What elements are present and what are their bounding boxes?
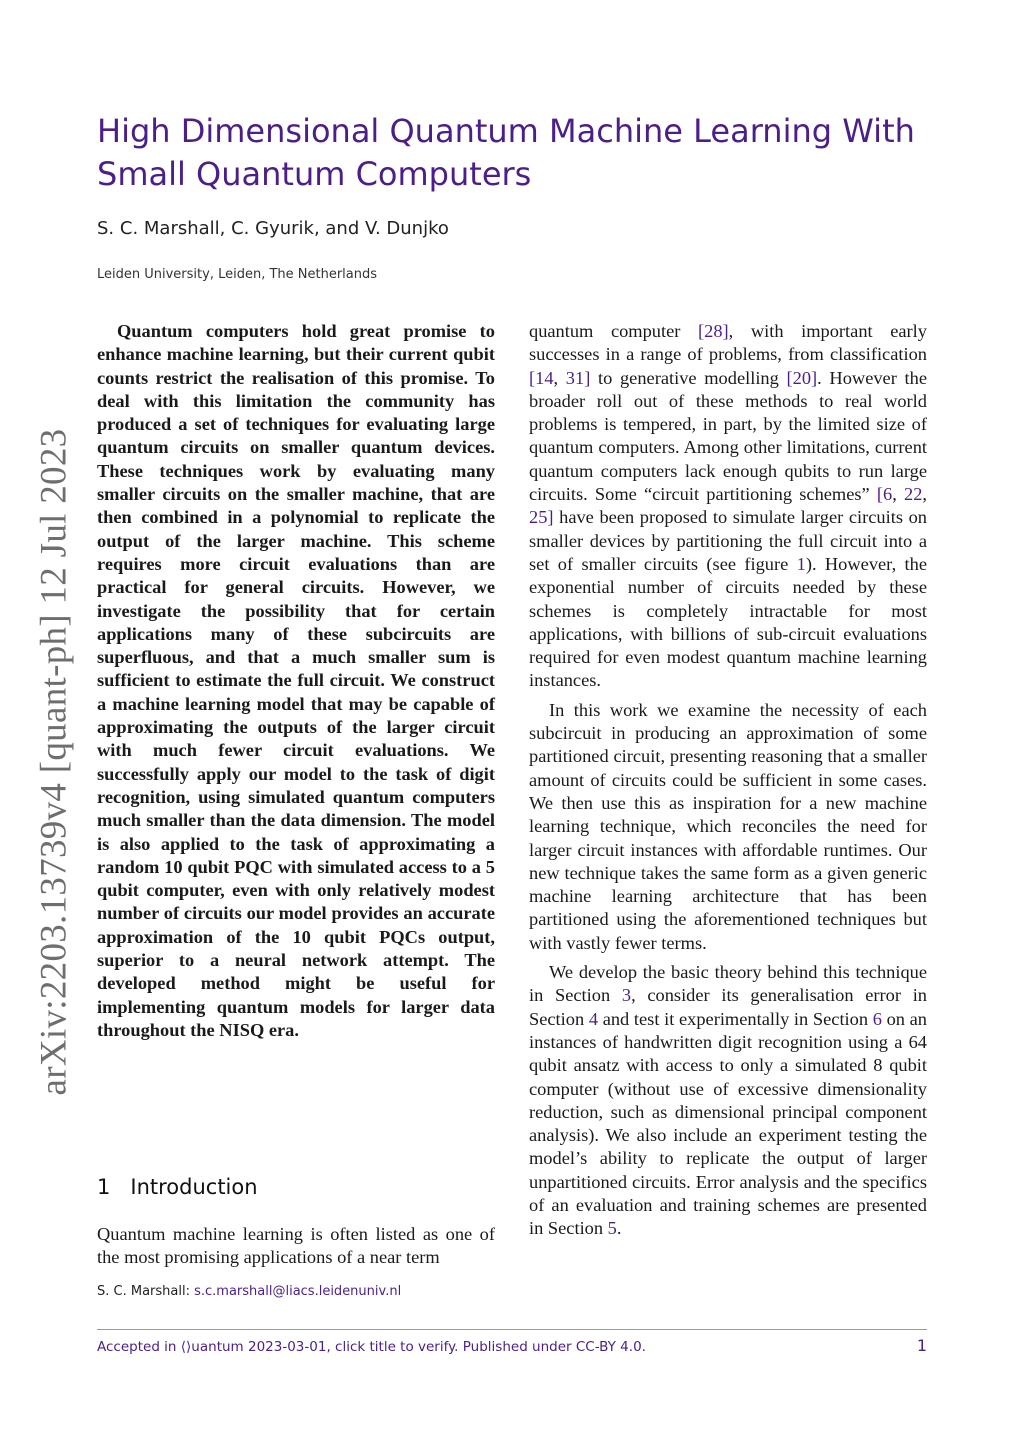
text-span: . However the broader roll out of these methods to real world problems is tempered, in part, by the limited size of quantum computers. Among other limitations, current quantum computers lack enough qubits to run large circuits. Some “circuit partitioning schemes” bbox=[529, 367, 927, 505]
abstract-text: Quantum computers hold great promise to enhance machine learning, but their current qubit counts restrict the realisation of this promise. To deal with this limitation the community has produced a set of techniques for evaluating large quantum circuits on smaller quantum devices. These techniques work by evaluating many smaller circuits on the smaller machine, that are then combined in a polynomial to replicate the output of the larger machine. This scheme requires more circuit evaluations than are practical for general circuits. However, we investigate the possibility that for certain applications many of these subcircuits are superfluous, and that a much smaller sum is sufficient to estimate the full circuit. We construct a machine learning model that may be capable of approximating the outputs of the larger circuit with much fewer circuit evaluations. We successfully apply our model to the task of digit recognition, using simulated quantum computers much smaller than the data dimension. The model is also applied to the task of approximating a random 10 qubit PQC with simulated access to a 5 qubit computer, even with only relatively modest number of circuits our model provides an accurate approximation of the 10 qubit PQCs output, superior to a neural network attempt. The developed method might be useful for implementing quantum models for larger data throughout the NISQ era. bbox=[97, 321, 495, 1040]
section-link[interactable]: 5 bbox=[607, 1218, 617, 1239]
section-number: 1 bbox=[97, 1175, 111, 1199]
text-span: have been proposed to simulate larger circuits on smaller devices by partitioning the full circuit into a set of smaller circuits (see figure bbox=[529, 507, 927, 574]
section-title: Introduction bbox=[130, 1175, 258, 1199]
author-email-link[interactable]: s.c.marshall@liacs.leidenuniv.nl bbox=[194, 1284, 402, 1299]
arxiv-stamp: arXiv:2203.13739v4 [quant-ph] 12 Jul 2023 bbox=[33, 428, 75, 1096]
paragraph-2: In this work we examine the necessity of each subcircuit in producing an approximation of some partitioned circuit, presenting reasoning that a smaller amount of circuits could be sufficient in some cases. We then use this as inspiration for a new machine learning technique, which reconciles the need for larger circuit instances with affordable runtimes. Our new technique takes the same form as a given generic machine learning architecture that has been partitioned using the aforementioned techniques but with vastly fewer terms. bbox=[529, 699, 927, 953]
footer-acceptance-note[interactable]: Accepted in ⟨⟩uantum 2023-03-01, click title to verify. Published under CC-BY 4.0. bbox=[97, 1339, 646, 1355]
citation-link[interactable]: 31] bbox=[565, 367, 591, 388]
citation-link[interactable]: 22 bbox=[904, 484, 923, 505]
text-span: , consider its generalisation error in Section bbox=[529, 985, 927, 1029]
text-span: , bbox=[892, 484, 904, 505]
footer-divider bbox=[97, 1329, 927, 1330]
text-span: on an instances of handwritten digit recognition using a 64 qubit ansatz with access to only a simulated 8 qubit computer (without use of excessive dimensionality reduction, such as dimensional principal component analysis). We also include an experiment testing the model’s ability to replicate the output of larger unpartitioned circuits. Error analysis and the specifics of an evaluation and training schemes are presented in Section bbox=[529, 1008, 928, 1239]
text-span: to generative modelling bbox=[590, 367, 787, 388]
section-heading-introduction bbox=[97, 1175, 258, 1199]
text-span: quantum computer bbox=[529, 321, 698, 341]
author-list: S. C. Marshall, C. Gyurik, and V. Dunjko bbox=[97, 218, 449, 239]
abstract bbox=[97, 320, 495, 1042]
section-link[interactable]: 6 bbox=[872, 1008, 882, 1029]
figure-link[interactable]: 1 bbox=[796, 553, 806, 574]
citation-link[interactable]: [6 bbox=[876, 484, 893, 505]
text-span: ). However, the exponential number of circuits needed by these schemes is completely intractable for most applications, with billions of sub-circuit evaluations required for even modest quantum machine learning instances. bbox=[529, 553, 927, 691]
text-span: , with important early successes in a range of problems, from classification bbox=[529, 321, 927, 365]
paper-title[interactable]: High Dimensional Quantum Machine Learning With Small Quantum Computers bbox=[97, 112, 915, 193]
citation-link[interactable]: [28] bbox=[698, 321, 729, 341]
footnote bbox=[97, 1284, 401, 1299]
paragraph-1 bbox=[529, 320, 927, 693]
footnote-label: S. C. Marshall: bbox=[97, 1284, 190, 1299]
citation-link[interactable]: 25] bbox=[529, 507, 554, 528]
text-span: , bbox=[922, 484, 927, 505]
text-span: , bbox=[553, 367, 566, 388]
section-link[interactable]: 4 bbox=[588, 1008, 599, 1029]
affiliation: Leiden University, Leiden, The Netherlands bbox=[97, 267, 378, 282]
text-span: and test it experimentally in Section bbox=[598, 1008, 873, 1029]
text-span: . bbox=[616, 1218, 622, 1239]
right-column bbox=[529, 320, 927, 1241]
citation-link[interactable]: [20] bbox=[786, 367, 818, 388]
text-span: We develop the basic theory behind this technique in Section bbox=[529, 962, 927, 1006]
intro-paragraph: Quantum machine learning is often listed as one of the most promising applications of a near term bbox=[97, 1224, 495, 1268]
citation-link[interactable]: [14 bbox=[529, 367, 554, 388]
section-link[interactable]: 3 bbox=[621, 985, 632, 1006]
paragraph-3 bbox=[529, 961, 927, 1241]
introduction-text bbox=[97, 1223, 495, 1270]
page-number: 1 bbox=[916, 1336, 927, 1355]
